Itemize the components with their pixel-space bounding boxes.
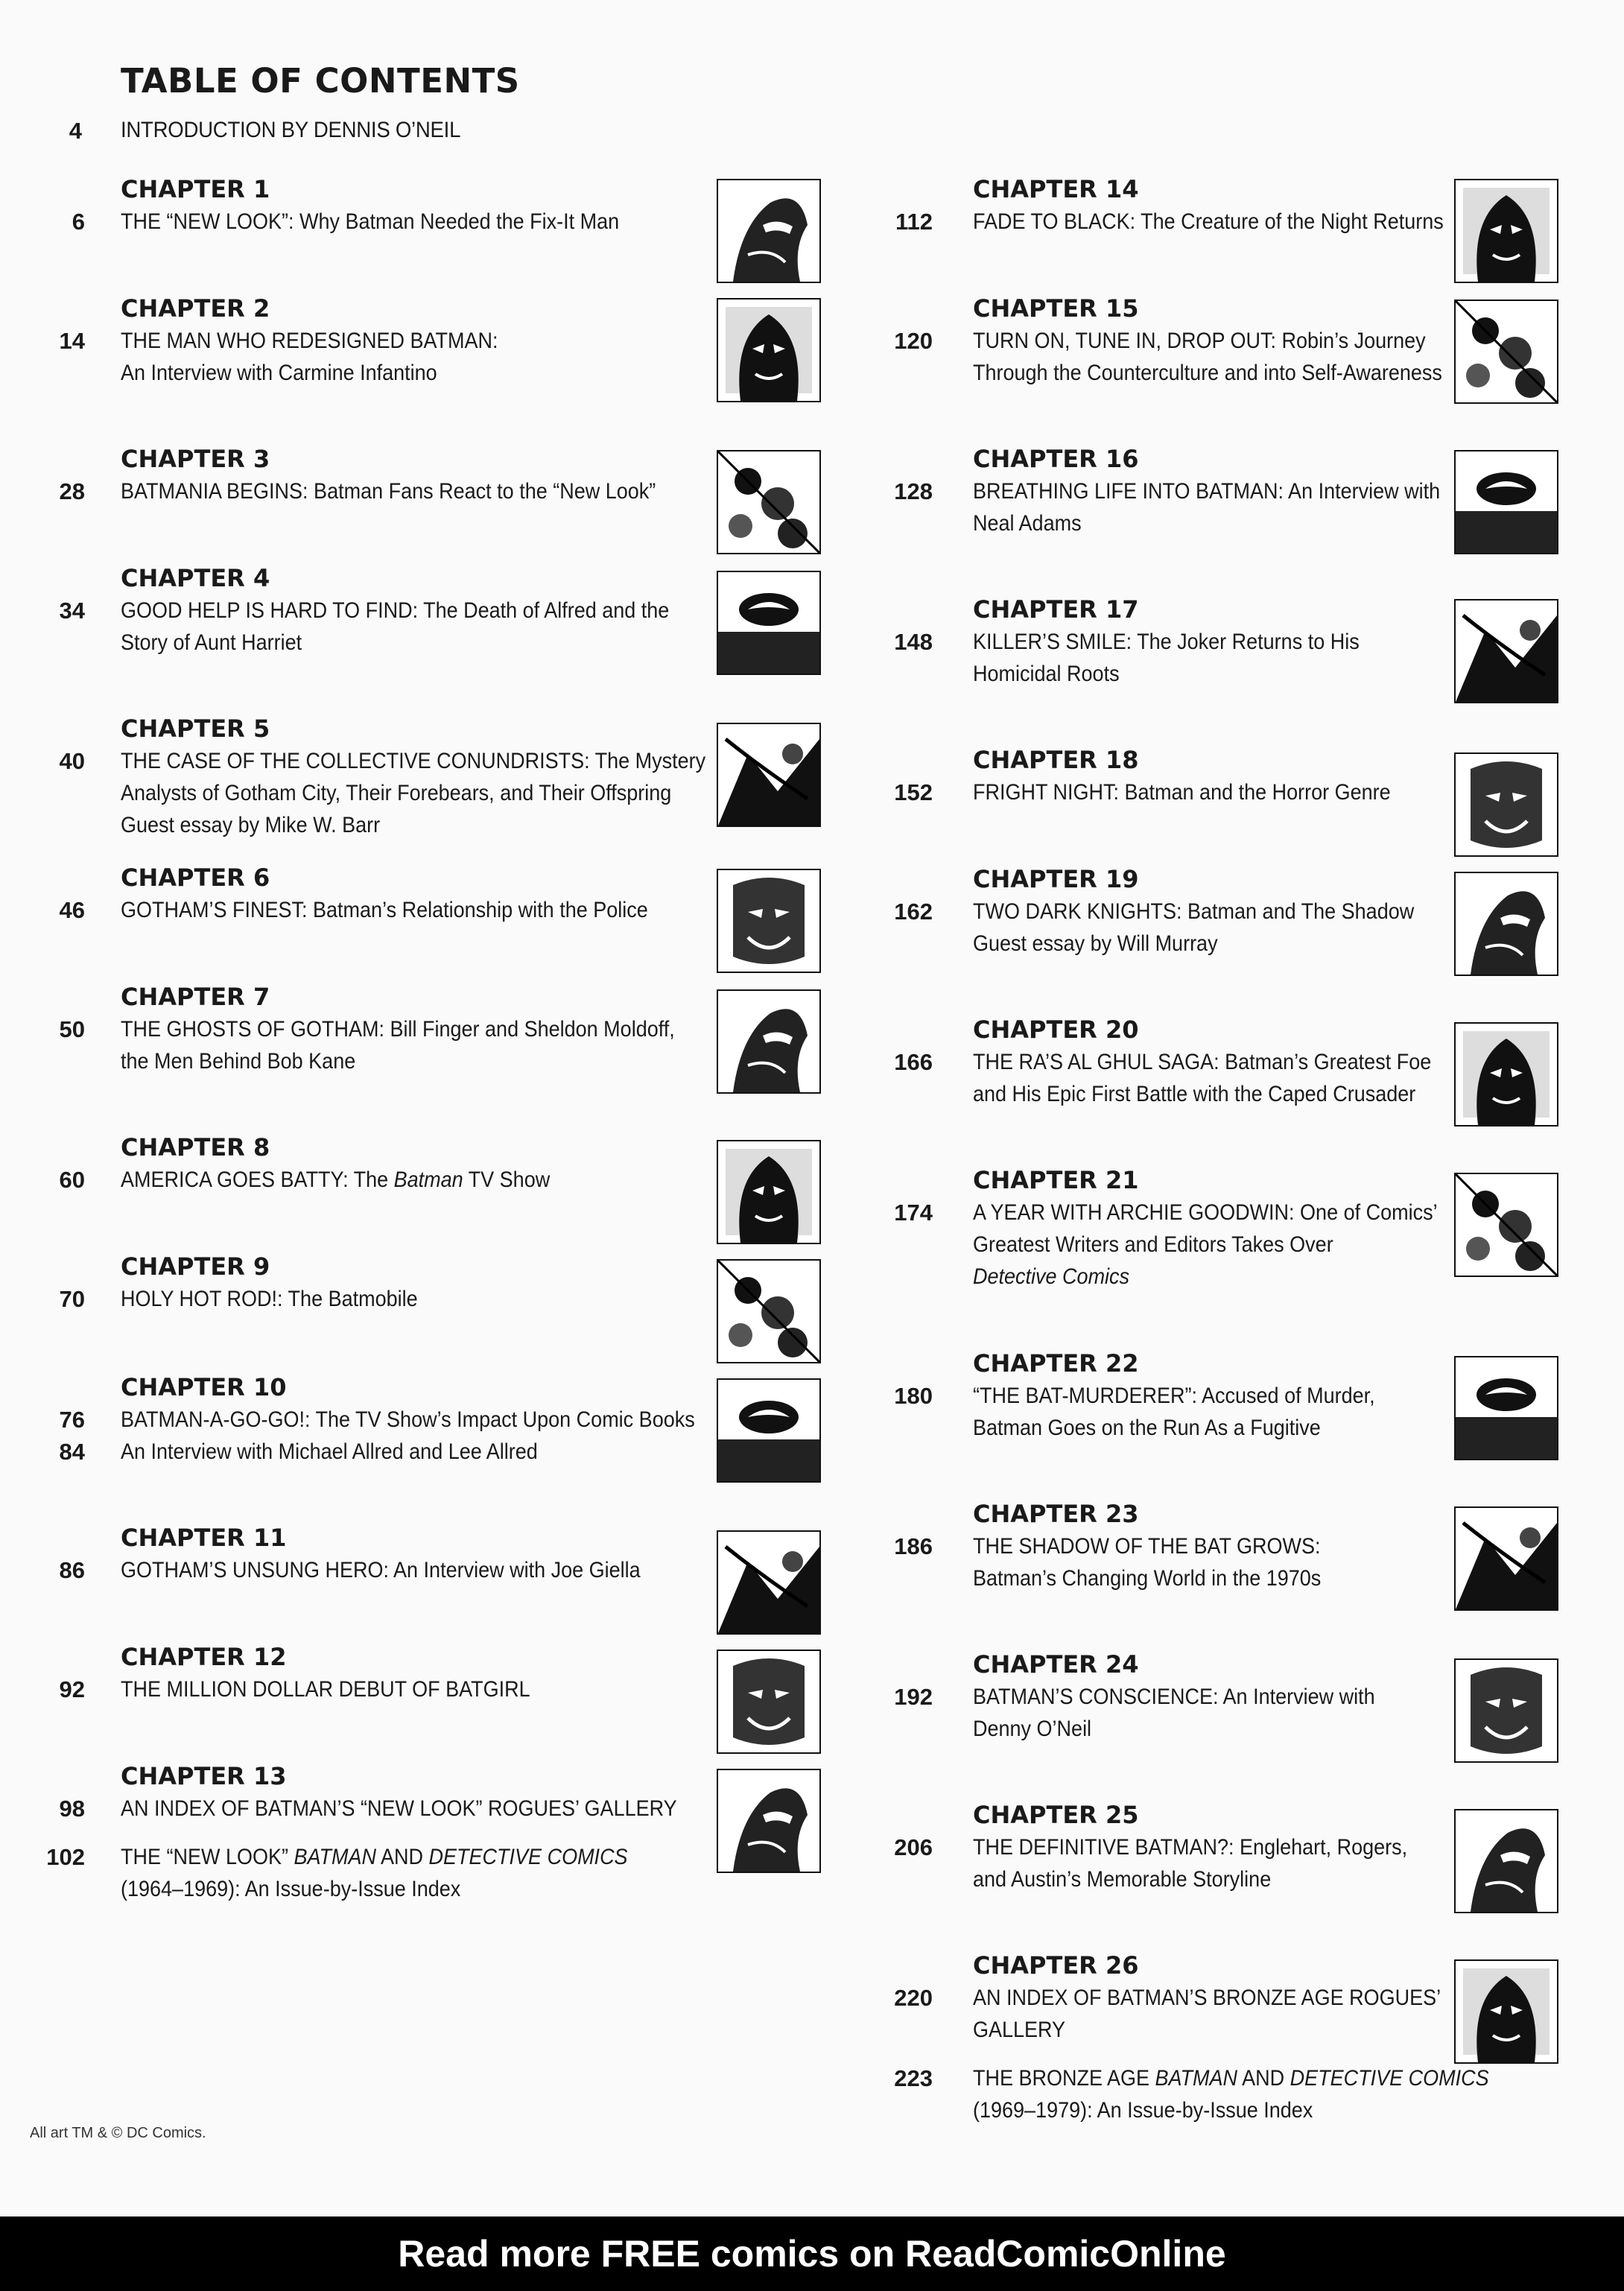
joker-action-thumbnail — [1454, 599, 1558, 703]
chapter-title-line: FRIGHT NIGHT: Batman and the Horror Genre — [973, 780, 1391, 805]
chapter-title-line: Batman’s Changing World in the 1970s — [973, 1566, 1322, 1591]
chapter-entry[interactable] — [973, 863, 1463, 960]
chapter-title-line: FADE TO BLACK: The Creature of the Night Returns — [973, 209, 1444, 234]
chapter-title-line: THE RA’S AL GHUL SAGA: Batman’s Greatest Foe — [973, 1050, 1432, 1074]
chapter-title-line: (1964–1969): An Issue-by-Issue Index — [121, 1877, 461, 1901]
chapter-heading: CHAPTER 7 — [121, 983, 270, 1011]
chapter-entry[interactable] — [121, 562, 730, 659]
chapter-entry[interactable] — [121, 1760, 739, 1905]
shadow-thumbnail — [1454, 872, 1558, 976]
chapter-entry[interactable] — [973, 593, 1402, 690]
chapter-heading: CHAPTER 20 — [973, 1015, 1139, 1044]
batgirl-thumbnail — [717, 1650, 821, 1754]
chapter-title-line: GOTHAM’S UNSUNG HERO: An Interview with Joe Giella — [121, 1558, 641, 1582]
comic-cover-thumbnail — [717, 1378, 821, 1483]
page-number: 148 — [894, 629, 933, 655]
chapter-heading: CHAPTER 24 — [973, 1650, 1139, 1679]
chapter-title-line: THE “NEW LOOK”: Why Batman Needed the Fix-It Man — [121, 209, 620, 234]
chapter-title-line: An Interview with Michael Allred and Lee Allred — [121, 1439, 538, 1464]
chapter-title-line: TURN ON, TUNE IN, DROP OUT: Robin’s Journey — [973, 329, 1426, 353]
chapter-title-line: THE “NEW LOOK” BATMAN AND DETECTIVE COMICS — [121, 1845, 628, 1869]
page-number: 180 — [894, 1383, 933, 1409]
page-number: 166 — [894, 1049, 933, 1075]
chapter-entry[interactable] — [121, 1641, 576, 1705]
page-title: TABLE OF CONTENTS — [121, 61, 520, 101]
chapter-title-line: Homicidal Roots — [973, 662, 1120, 686]
chapter-heading: CHAPTER 17 — [973, 595, 1139, 624]
batman-face-thumbnail — [717, 298, 821, 402]
chapter-entry[interactable] — [121, 1371, 758, 1468]
chapter-entry[interactable] — [973, 1347, 1420, 1444]
chapter-title-line: GOTHAM’S FINEST: Batman’s Relationship with the Police — [121, 898, 648, 922]
chapter-heading: CHAPTER 26 — [973, 1951, 1139, 1980]
page-number: 152 — [894, 779, 933, 805]
chapter-entry[interactable] — [121, 1131, 597, 1196]
page-number: 98 — [59, 1796, 85, 1822]
page-number: 128 — [894, 478, 933, 504]
chapter-heading: CHAPTER 14 — [973, 175, 1139, 203]
page-number: 192 — [894, 1684, 933, 1710]
page-number: 46 — [59, 897, 85, 923]
page-number: 92 — [59, 1676, 85, 1702]
chapter-title-line: Detective Comics — [973, 1264, 1130, 1289]
chapter-heading: CHAPTER 5 — [121, 714, 270, 743]
chapter-title-line: THE DEFINITIVE BATMAN?: Englehart, Rogers, — [973, 1835, 1408, 1860]
page-number: 84 — [59, 1439, 85, 1465]
chapter-title-line: Batman Goes on the Run As a Fugitive — [973, 1416, 1321, 1440]
chapter-title-line: AN INDEX OF BATMAN’S “NEW LOOK” ROGUES’ GALLERY — [121, 1796, 677, 1821]
goodwin-panel-thumbnail — [1454, 1173, 1558, 1277]
chapter-heading: CHAPTER 12 — [121, 1643, 287, 1671]
page-number: 86 — [59, 1557, 85, 1583]
page-number: 50 — [59, 1016, 85, 1042]
chapter-title-line: BATMANIA BEGINS: Batman Fans React to the “New Look” — [121, 479, 656, 504]
chapter-entry[interactable] — [973, 1013, 1482, 1110]
page-number: 206 — [894, 1834, 933, 1860]
chapter-entry[interactable] — [973, 292, 1494, 389]
batman-cowl-2-thumbnail — [1454, 1658, 1558, 1763]
batman-closeup-thumbnail — [1454, 300, 1558, 404]
chapter-heading: CHAPTER 10 — [121, 1373, 287, 1401]
city-street-thumbnail — [1454, 1506, 1558, 1611]
page-number: 120 — [894, 328, 933, 354]
chapter-title-line: TWO DARK KNIGHTS: Batman and The Shadow — [973, 899, 1415, 924]
chapter-title-line: and Austin’s Memorable Storyline — [973, 1867, 1272, 1892]
page-number: 162 — [894, 899, 933, 925]
chapter-title-line: (1969–1979): An Issue-by-Issue Index — [973, 2098, 1313, 2123]
chapter-heading: CHAPTER 18 — [973, 746, 1139, 774]
intro-title[interactable]: INTRODUCTION BY DENNIS O’NEIL — [121, 118, 461, 142]
batman-portrait-thumbnail — [717, 1530, 821, 1635]
chapter-entry[interactable] — [973, 1799, 1456, 1895]
batmobile-thumbnail — [717, 1259, 821, 1363]
chapter-heading: CHAPTER 16 — [973, 445, 1139, 473]
chapter-heading: CHAPTER 3 — [121, 445, 270, 473]
chapter-title-line: GOOD HELP IS HARD TO FIND: The Death of Alfred and the — [121, 598, 670, 623]
chapter-title-line: THE MAN WHO REDESIGNED BATMAN: — [121, 329, 498, 353]
chapter-entry[interactable] — [973, 744, 1437, 808]
chapter-heading: CHAPTER 4 — [121, 564, 270, 592]
page-number: 223 — [894, 2065, 933, 2091]
chapter-entry[interactable] — [121, 443, 715, 507]
ras-al-ghul-thumbnail — [1454, 1022, 1558, 1127]
chapter-heading: CHAPTER 2 — [121, 294, 270, 323]
page-number: 112 — [895, 209, 933, 235]
chapter-heading: CHAPTER 9 — [121, 1252, 270, 1281]
chapter-title-line: Denny O’Neil — [973, 1717, 1092, 1741]
bob-kane-signature-thumbnail — [717, 989, 821, 1094]
chapter-title-line: AMERICA GOES BATTY: The Batman TV Show — [121, 1167, 551, 1192]
chapter-title-line: GALLERY — [973, 2018, 1066, 2042]
page-number: 102 — [46, 1844, 85, 1870]
chapter-entry[interactable] — [973, 1498, 1360, 1594]
hero-profile-thumbnail — [717, 179, 821, 283]
page-number: 70 — [59, 1286, 85, 1312]
chapter-title-line: THE BRONZE AGE BATMAN AND DETECTIVE COMICS — [973, 2066, 1489, 2091]
chapter-title-line: “THE BAT-MURDERER”: Accused of Murder, — [973, 1384, 1375, 1408]
bat-murderer-thumbnail — [1454, 1356, 1558, 1460]
chapter-title-line: Through the Counterculture and into Self-Awareness — [973, 361, 1442, 385]
chapter-heading: CHAPTER 21 — [973, 1166, 1139, 1194]
page-number: 40 — [59, 748, 85, 774]
chapter-entry[interactable] — [121, 980, 736, 1077]
chapter-heading: CHAPTER 11 — [121, 1524, 287, 1552]
chapter-entry[interactable] — [973, 173, 1496, 238]
chapter-title-line: AN INDEX OF BATMAN’S BRONZE AGE ROGUES’ — [973, 1986, 1441, 2010]
page-number: 6 — [72, 209, 85, 235]
detectives-thumbnail — [717, 723, 821, 827]
chapter-heading: CHAPTER 23 — [973, 1500, 1139, 1528]
horror-thumbnail — [1454, 752, 1558, 857]
chapter-entry[interactable] — [121, 1521, 698, 1586]
chapter-heading: CHAPTER 8 — [121, 1133, 270, 1162]
boulders-thumbnail — [717, 571, 821, 675]
page-number: 76 — [59, 1407, 85, 1433]
chapter-title-line: BATMAN-A-GO-GO!: The TV Show’s Impact Upon Comic Books — [121, 1407, 695, 1432]
chapter-entry[interactable] — [973, 1164, 1489, 1293]
chapter-entry[interactable] — [121, 861, 706, 926]
chapter-heading: CHAPTER 6 — [121, 864, 270, 892]
chapter-entry[interactable] — [121, 1250, 451, 1315]
chapter-entry[interactable] — [121, 173, 675, 238]
chapter-entry[interactable] — [973, 1648, 1420, 1745]
chapter-entry[interactable] — [973, 443, 1492, 539]
chapter-title-line: Neal Adams — [973, 511, 1082, 536]
page-number: 220 — [894, 1985, 933, 2011]
chapter-title-line: Guest essay by Will Murray — [973, 931, 1218, 956]
page-number: 28 — [59, 478, 85, 504]
chapter-title-line: A YEAR WITH ARCHIE GOODWIN: One of Comics’ — [973, 1200, 1438, 1225]
chapter-title-line: Guest essay by Mike W. Barr — [121, 813, 381, 837]
joker-grin-thumbnail — [1454, 1809, 1558, 1913]
chapter-title-line: KILLER’S SMILE: The Joker Returns to His — [973, 630, 1360, 654]
page-number: 14 — [59, 328, 85, 354]
penguin-thumbnail — [717, 1769, 821, 1873]
page-number: 174 — [894, 1200, 933, 1226]
rogue-thumbnail — [1454, 1959, 1558, 2064]
page-number: 60 — [59, 1167, 85, 1193]
chapter-title-line: An Interview with Carmine Infantino — [121, 361, 437, 385]
chapter-title-line: the Men Behind Bob Kane — [121, 1049, 356, 1074]
chapter-heading: CHAPTER 15 — [973, 294, 1139, 323]
chapter-title-line: BREATHING LIFE INTO BATMAN: An Interview with — [973, 479, 1441, 504]
neal-adams-batman-thumbnail — [1454, 450, 1558, 554]
commissioner-thumbnail — [717, 869, 821, 973]
chapter-title-line: Analysts of Gotham City, Their Forebears, and Their Offspring — [121, 781, 672, 805]
joker-speech-thumbnail — [1454, 179, 1558, 283]
chapter-heading: CHAPTER 25 — [973, 1801, 1139, 1829]
footer-banner[interactable]: Read more FREE comics on ReadComicOnline — [0, 2216, 1624, 2291]
chapter-heading: CHAPTER 13 — [121, 1762, 287, 1790]
chapter-heading: CHAPTER 19 — [973, 865, 1139, 893]
chapter-entry[interactable] — [121, 292, 540, 389]
page-number: 34 — [59, 598, 85, 624]
intro-page-number: 4 — [69, 118, 82, 144]
chapter-title-line: and His Epic First Battle with the Caped Crusader — [973, 1082, 1416, 1106]
chapter-title-line: Story of Aunt Harriet — [121, 630, 302, 655]
chapter-title-line: BATMAN’S CONSCIENCE: An Interview with — [973, 1685, 1375, 1709]
bat-signal-thumbnail — [717, 1140, 821, 1244]
chapter-title-line: Greatest Writers and Editors Takes Over — [973, 1232, 1333, 1257]
chapter-title-line: THE GHOSTS OF GOTHAM: Bill Finger and Sheldon Moldoff, — [121, 1017, 675, 1042]
chapter-entry[interactable] — [121, 712, 770, 841]
chapter-heading: CHAPTER 1 — [121, 175, 270, 203]
batman-cowl-thumbnail — [717, 450, 821, 554]
page-number: 186 — [894, 1533, 933, 1559]
chapter-title-line: THE MILLION DOLLAR DEBUT OF BATGIRL — [121, 1677, 530, 1702]
copyright-notice: All art TM & © DC Comics. — [30, 2125, 206, 2141]
chapter-heading: CHAPTER 22 — [973, 1349, 1139, 1378]
chapter-title-line: THE CASE OF THE COLLECTIVE CONUNDRISTS: The Mystery — [121, 749, 706, 773]
chapter-title-line: HOLY HOT ROD!: The Batmobile — [121, 1287, 418, 1311]
chapter-title-line: THE SHADOW OF THE BAT GROWS: — [973, 1534, 1321, 1559]
